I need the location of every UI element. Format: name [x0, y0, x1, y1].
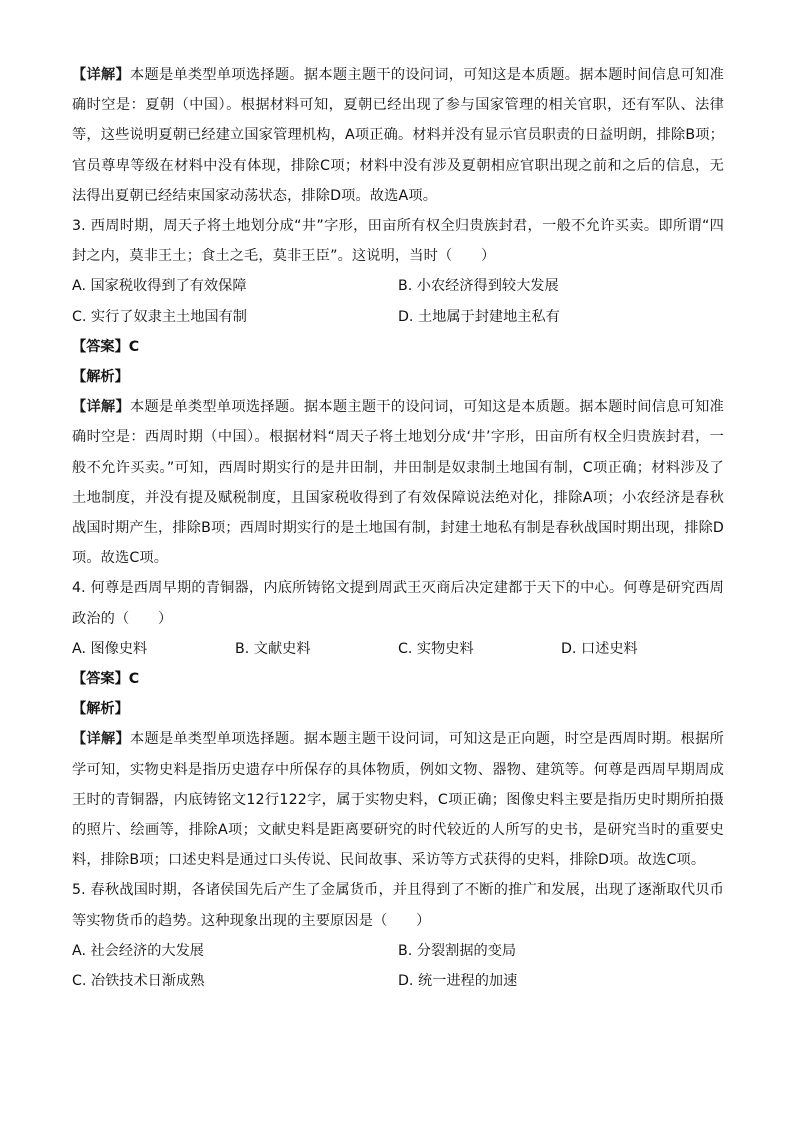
option-c: C. 冶铁技术日渐成熟: [72, 973, 205, 990]
detail-label: 【详解】: [72, 399, 130, 416]
option-d: D. 口述史料: [561, 640, 638, 657]
option-a: A. 国家税收得到了有效保障: [72, 278, 247, 295]
question-4-stem: 4. 何尊是西周早期的青铜器，内底所铸铭文提到周武王灭商后决定建都于天下的中心。何尊是研究西周政治的（ ）: [72, 580, 724, 627]
option-b: B. 小农经济得到较大发展: [398, 278, 559, 295]
detail-paragraph-q4: [72, 724, 724, 875]
analysis-label: 【解析】: [72, 701, 129, 718]
answer-label: 【答案】C: [72, 671, 140, 688]
detail-label: 【详解】: [72, 731, 130, 748]
detail-label: 【详解】: [72, 67, 130, 83]
question-5-options-row-1: [72, 936, 724, 966]
detail-paragraph-q3: [72, 392, 724, 573]
option-b: B. 分裂割据的变局: [398, 942, 517, 959]
option-c: C. 实行了奴隶主土地国有制: [72, 308, 247, 325]
answer-label: 【答案】C: [72, 338, 140, 355]
question-5-options-row-2: [72, 966, 724, 996]
analysis-label: 【解析】: [72, 369, 129, 386]
option-c: C. 实物史料: [398, 640, 474, 657]
question-3-options-row-1: [72, 271, 724, 301]
detail-text: 本题是单类型单项选择题。据本题主题干设问词，可知这是正向题，时空是西周时期。根据所学可知，实物史料是指历史遗存中所保存的具体物质，例如文物、器物、建筑等。何尊是西周早期周成王时的青铜器，内底铸铭文12行122字，属于实物史料，C项正确；图像史料主要是指历史时期所拍摄的照片、绘画等，排除A项；文献史料是距离要研究的时代较近的人所写的史书，是研究当时的重要史料，排除B项；口述史料是通过口头传说、民间故事、采访等方式获得的史料，排除D项。故选C项。: [72, 731, 724, 869]
option-a: A. 图像史料: [72, 640, 148, 657]
document-page: [72, 60, 724, 996]
question-4-options-row: [72, 634, 724, 664]
question-3-options-row-2: [72, 302, 724, 332]
detail-text: 本题是单类型单项选择题。据本题主题干的设问词，可知这是本质题。据本题时间信息可知准确时空是：西周时期（中国）。根据材料“周天子将土地划分成‘井’字形，田亩所有权全归贵族封君，一般不允许买卖。”可知，西周时期实行的是井田制，井田制是奴隶制土地国有制，C项正确；材料涉及了土地制度，并没有提及赋税制度，且国家税收得到了有效保障说法绝对化，排除A项；小农经济是春秋战国时期产生，排除B项；西周时期实行的是土地国有制，封建土地私有制是春秋战国时期出现，排除D项。故选C项。: [72, 399, 724, 567]
question-5-stem: 5. 春秋战国时期，各诸侯国先后产生了金属货币，并且得到了不断的推广和发展，出现了逐渐取代贝币等实物货币的趋势。这种现象出现的主要原因是（ ）: [72, 882, 724, 929]
question-3-stem: 3. 西周时期，周天子将土地划分成“井”字形，田亩所有权全归贵族封君，一般不允许买卖。即所谓“四封之内，莫非王土；食土之毛，莫非王臣”。这说明，当时（ ）: [72, 218, 724, 265]
option-d: D. 土地属于封建地主私有: [398, 308, 560, 325]
option-a: A. 社会经济的大发展: [72, 942, 204, 959]
detail-text: 本题是单类型单项选择题。据本题主题干的设问词，可知这是本质题。据本题时间信息可知准确时空是：夏朝（中国）。根据材料可知，夏朝已经出现了参与国家管理的相关官职，还有军队、法律等，这些说明夏朝已经建立国家管理机构，A项正确。材料并没有显示官员职责的日益明朗，排除B项；官员尊卑等级在材料中没有体现，排除C项；材料中没有涉及夏朝相应官职出现之前和之后的信息，无法得出夏朝已经结束国家动荡状态，排除D项。故选A项。: [72, 67, 724, 204]
option-d: D. 统一进程的加速: [398, 973, 518, 990]
detail-paragraph-q2: [72, 60, 724, 211]
option-b: B. 文献史料: [235, 640, 311, 657]
